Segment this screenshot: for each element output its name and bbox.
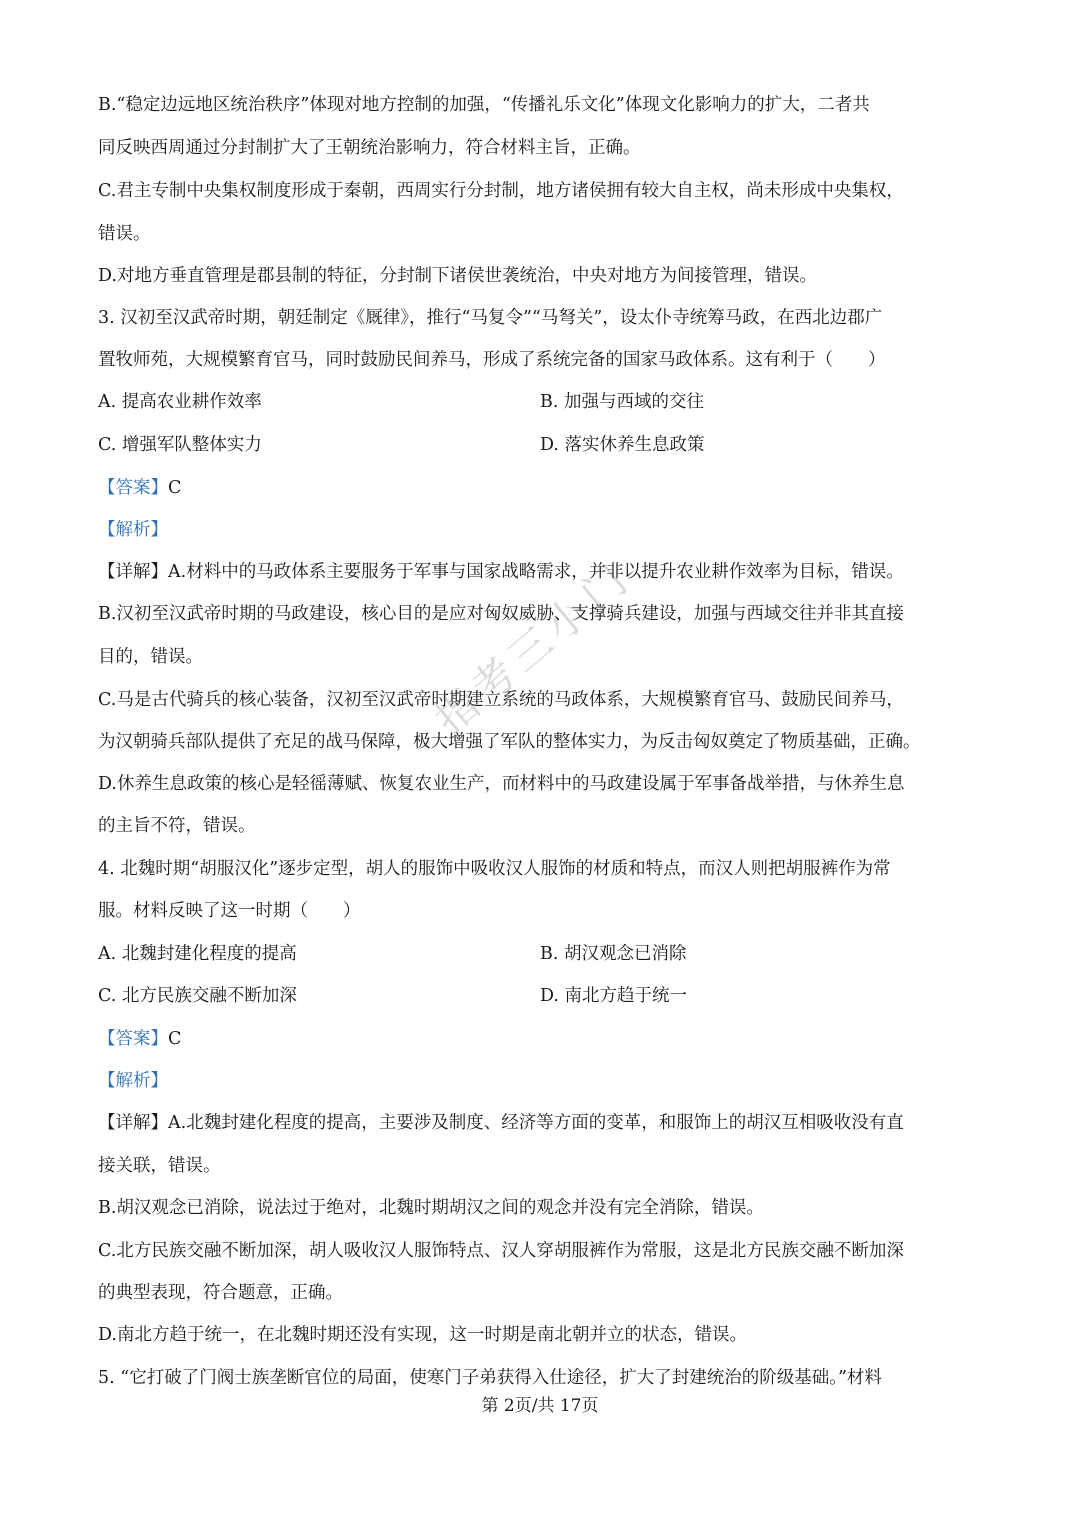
q4-detail: 【详解】A.北魏封建化程度的提高，主要涉及制度、经济等方面的变革，和服饰上的胡汉互相吸收没有直 (98, 1113, 904, 1133)
q3-option-c: C. 增强军队整体实力 (98, 435, 262, 455)
answer-tag: 【答案】 (98, 478, 168, 498)
q4-option-c: C. 北方民族交融不断加深 (98, 986, 297, 1006)
text-line: C.马是古代骑兵的核心装备，汉初至汉武帝时期建立系统的马政体系，大规模繁育官马、鼓励民间养马， (98, 690, 904, 710)
text-line: B.胡汉观念已消除，说法过于绝对，北魏时期胡汉之间的观念并没有完全消除，错误。 (98, 1198, 764, 1218)
q3-analysis-tag: 【解析】 (98, 520, 168, 540)
text-line: 的典型表现，符合题意，正确。 (98, 1283, 343, 1303)
text-line: 为汉朝骑兵部队提供了充足的战马保障，极大增强了军队的整体实力，为反击匈奴奠定了物质基础，正确。 (98, 732, 921, 752)
detail-tag: 【详解】 (98, 562, 168, 582)
q3-option-d: D. 落实休养生息政策 (540, 435, 705, 455)
question-4-stem: 4. 北魏时期“胡服汉化”逐步定型，胡人的服饰中吸收汉人服饰的材质和特点，而汉人则把胡服裤作为常 (98, 859, 891, 879)
text-line: C.北方民族交融不断加深，胡人吸收汉人服饰特点、汉人穿胡服裤作为常服，这是北方民族交融不断加深 (98, 1241, 904, 1261)
q4-option-b: B. 胡汉观念已消除 (540, 944, 687, 964)
q3-detail: 【详解】A.材料中的马政体系主要服务于军事与国家战略需求，并非以提升农业耕作效率为目标，错误。 (98, 562, 904, 582)
answer-tag: 【答案】 (98, 1029, 168, 1049)
question-3-stem: 置牧师苑，大规模繁育官马，同时鼓励民间养马，形成了系统完备的国家马政体系。这有利于（ ） (98, 350, 886, 370)
question-5-stem: 5. “它打破了门阀士族垄断官位的局面，使寒门子弟获得入仕途径，扩大了封建统治的阶级基础。”材料 (98, 1368, 882, 1388)
question-4-stem: 服。材料反映了这一时期（ ） (98, 901, 361, 921)
page-number-footer: 第 2页/共 17页 (481, 1396, 599, 1416)
q4-analysis-tag: 【解析】 (98, 1071, 168, 1091)
text-line: B.“稳定边远地区统治秩序”体现对地方控制的加强，“传播礼乐文化”体现文化影响力的扩大，二者共 (98, 95, 870, 115)
text-line: 目的，错误。 (98, 647, 203, 667)
text-line: 接关联，错误。 (98, 1156, 221, 1176)
q4-option-a: A. 北魏封建化程度的提高 (98, 944, 297, 964)
answer-value: C (168, 478, 182, 498)
text-line: B.汉初至汉武帝时期的马政建设，核心目的是应对匈奴威胁、支撑骑兵建设，加强与西域交往并非其直接 (98, 604, 904, 624)
q3-answer (98, 474, 982, 502)
text-line: 的主旨不符，错误。 (98, 816, 256, 836)
answer-value: C (168, 1029, 182, 1049)
text-line: C.君主专制中央集权制度形成于秦朝，西周实行分封制，地方诸侯拥有较大自主权，尚未形成中央集权， (98, 181, 904, 201)
question-3-stem: 3. 汉初至汉武帝时期，朝廷制定《厩律》，推行“马复令”“马弩关”，设太仆寺统筹马政，在西北边郡广 (98, 308, 883, 328)
text-line: D.休养生息政策的核心是轻徭薄赋、恢复农业生产，而材料中的马政建设属于军事备战举措，与休养生息 (98, 774, 905, 794)
q4-option-d: D. 南北方趋于统一 (540, 986, 688, 1006)
detail-tag: 【详解】 (98, 1113, 168, 1133)
watermark: 指考三小门 (425, 551, 641, 744)
text-line: 错误。 (98, 224, 151, 244)
text-line: D.对地方垂直管理是郡县制的特征，分封制下诸侯世袭统治，中央对地方为间接管理，错误。 (98, 266, 817, 286)
text-line: D.南北方趋于统一，在北魏时期还没有实现，这一时期是南北朝并立的状态，错误。 (98, 1325, 747, 1345)
q3-option-a: A. 提高农业耕作效率 (98, 392, 262, 412)
q3-option-b: B. 加强与西域的交往 (540, 392, 704, 412)
text-line: 同反映西周通过分封制扩大了王朝统治影响力，符合材料主旨，正确。 (98, 138, 641, 158)
q4-answer (98, 1025, 982, 1053)
